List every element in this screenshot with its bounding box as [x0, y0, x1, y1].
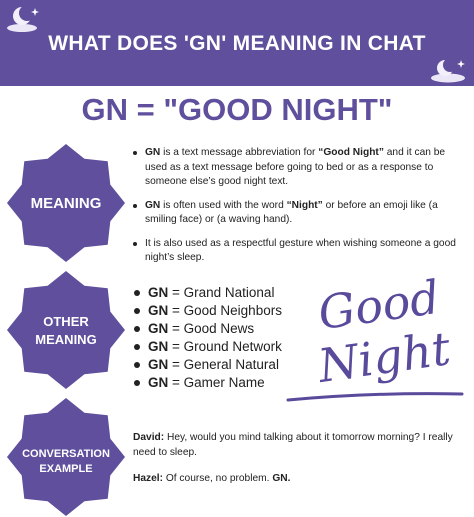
conversation-line-2 — [133, 472, 463, 487]
meaning-badge-label: MEANING — [30, 195, 102, 212]
meaning-point-text: or before an emoji like (a smiling face) or (a waving hand). — [145, 199, 438, 225]
abbr: GN — [148, 285, 169, 300]
meaning-point — [132, 199, 458, 228]
list-item — [132, 284, 312, 302]
meaning-point-text: is often used with the word — [160, 199, 287, 211]
header-title: WHAT DOES 'GN' MEANING IN CHAT — [48, 32, 426, 55]
meaning-point-bold: GN — [145, 147, 161, 158]
meaning-text: General Natural — [183, 357, 279, 372]
script-good: Good — [314, 269, 443, 341]
script-underline — [286, 388, 466, 404]
sep: = — [168, 321, 184, 336]
badge-line: CONVERSATION — [22, 448, 110, 460]
speaker-name: Hazel: — [133, 473, 164, 484]
meaning-point-text: is a text message abbreviation for — [160, 147, 319, 158]
meaning-point-bold: “Night” — [286, 199, 323, 211]
sparkle-icon — [457, 60, 465, 68]
sep: = — [168, 303, 184, 318]
script-night: Night — [314, 321, 454, 393]
meaning-point — [132, 237, 458, 266]
meaning-point-text: It is also used as a respectful gesture when wishing someone a good night’s sleep. — [145, 237, 456, 263]
badge-line: EXAMPLE — [39, 463, 93, 475]
abbr: GN — [148, 321, 169, 336]
conversation-text: Hey, would you mind talking about it tomorrow morning? I really need to sleep. — [133, 432, 453, 458]
meaning-text: Gamer Name — [183, 375, 265, 390]
sep: = — [168, 375, 184, 390]
list-item — [132, 338, 312, 356]
sep: = — [168, 285, 184, 300]
crescent-moon-icon — [428, 56, 470, 84]
conversation-line-1 — [133, 431, 463, 460]
meaning-list — [132, 146, 458, 275]
speaker-name: David: — [133, 432, 165, 443]
list-item — [132, 356, 312, 374]
abbr: GN — [148, 357, 169, 372]
other-meanings-list — [132, 284, 312, 392]
conversation-badge-label — [6, 447, 126, 477]
conversation-text: Of course, no problem. — [163, 473, 273, 484]
cloud-icon — [7, 24, 37, 32]
list-item — [132, 320, 312, 338]
abbr: GN — [148, 375, 169, 390]
sep: = — [168, 339, 184, 354]
meaning-text: Good News — [183, 321, 255, 336]
meaning-text: Grand National — [183, 285, 275, 300]
list-item — [132, 302, 312, 320]
conversation-badge — [6, 397, 126, 517]
meaning-point — [132, 146, 458, 190]
abbr: GN — [148, 303, 169, 318]
abbr: GN — [148, 339, 169, 354]
list-item — [132, 374, 312, 392]
meaning-text: Ground Network — [183, 339, 282, 354]
meaning-text: Good Neighbors — [183, 303, 282, 318]
other-meaning-badge-label — [6, 313, 126, 349]
meaning-point-text: and it can be used as a text message before going to bed or as a response to someone else’s good night text. — [145, 147, 446, 187]
conversation-bold: GN. — [272, 473, 291, 484]
other-meaning-badge — [6, 270, 126, 390]
meaning-point-bold: “Good Night” — [318, 147, 384, 158]
meaning-point-bold: GN — [145, 199, 161, 211]
crescent-moon-icon — [4, 2, 44, 34]
meaning-badge — [6, 143, 126, 263]
sep: = — [168, 357, 184, 372]
header-banner — [0, 0, 474, 86]
badge-line: MEANING — [35, 332, 97, 347]
headline: GN = "GOOD NIGHT" — [81, 92, 393, 127]
badge-line: OTHER — [43, 314, 89, 329]
